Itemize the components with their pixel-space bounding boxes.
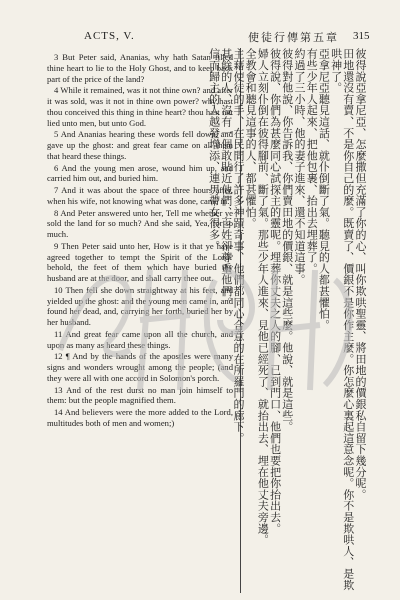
verse-7-chinese: 約過了三小時、他的妻子進來、還不知道這事。	[292, 48, 306, 286]
page-number: 315	[353, 30, 370, 42]
verse-14-chinese: 信而歸主的人越發增添、連男帶女很多。	[207, 48, 221, 252]
verse-11-chinese: 全教會和聽見這事的人、都甚懼怕。	[244, 48, 258, 229]
verse-10-chinese: 婦人立刻仆倒在彼得腳前、斷了氣。那些少年人進來、見他已經死了、就抬出去、埋在他丈夫旁邊。	[256, 48, 270, 546]
verse-8-chinese: 彼得對他說、你告訴我、你們賣田地的價銀、就是這些麼。他說、就是這些。	[280, 48, 294, 433]
chinese-column	[207, 48, 367, 596]
verse-3-chinese: 彼得說亞拿尼亞、怎麼撒但充滿了你的心、叫你欺哄聖靈、將田地的價銀私自留下幾分呢。	[354, 48, 367, 500]
verse-13-chinese: 其餘的人、沒有一個敢貼近他們、百姓卻尊重他們。	[219, 48, 233, 308]
verse-9-chinese: 彼得說、你們為甚麼同心試探主的靈呢。埋葬你丈夫之人的腳、已到門口、他們也要把你抬出去。	[268, 48, 282, 534]
verse-6-chinese: 有些少年人起來、把他包裹、抬出去埋葬了。	[305, 48, 319, 274]
verse-5-chinese: 亞拿尼亞聽見這話、就仆倒斷了氣。聽見的人都甚懼怕。	[317, 48, 331, 331]
running-header-chinese: 使徒行傳第五章	[248, 31, 339, 44]
verse-9-english: 9 Then Peter said unto her, How is it that ye have agreed together to tempt the Spirit of the Lord? behold, the feet of them which have buried thy husband are at the door, and shall carry thee out.	[47, 240, 233, 283]
verse-3-english: 3 But Peter said, Ananias, why hath Satan filled thine heart to lie to the Holy Ghost, and to keep back part of the price of the land?	[47, 52, 233, 84]
verse-13-english: 13 And of the rest durst no man join himself to them: but the people magnified them.	[47, 384, 233, 406]
verse-11-english: 11 And great fear came upon all the church, and upon as many as heard these things.	[47, 328, 233, 350]
english-column	[47, 52, 233, 592]
verse-10-english: 10 Then fell she down straightway at his feet, and yielded up the ghost: and the young men came in, and found her dead, and, carrying her forth, buried her by her husband.	[47, 284, 233, 327]
verse-8-english: 8 And Peter answered unto her, Tell me whether ye sold the land for so much? And she said, Yea, for so much.	[47, 207, 233, 239]
running-header-english: ACTS, V.	[84, 30, 135, 42]
verse-12-chinese: 主藉使徒的手、在民間行了許多神蹟奇事、他們都同心合意的在所羅門的廊下。	[231, 48, 245, 444]
verse-5-english: 5 And Ananias hearing these words fell down, and gave up the ghost: and great fear came on all them that heard these things.	[47, 129, 233, 161]
verse-14-english: 14 And believers were the more added to the Lord, multitudes both of men and women;)	[47, 407, 233, 428]
verse-4-english: 4 While it remained, was it not thine own? and after it was sold, was it not in thine own power? why hast thou conceived this thing in thine heart? thou hast not lied unto men, but unto God.	[47, 85, 233, 128]
verse-7-english: 7 And it was about the space of three hours after, when his wife, not knowing what was done, came in.	[47, 185, 233, 206]
verse-12-english: 12 ¶ And by the hands of the apostles were many signs and wonders wrought among the people; (and they were all with one accord in Solomon's porch.	[47, 351, 233, 383]
verse-6-english: 6 And the young men arose, wound him up, and carried him out, and buried him.	[47, 162, 233, 184]
verse-4-chinese: 田地還沒有賣、不是你自己的麼。既賣了、價銀不是你作主麼。你怎麼心裏起這意念呢。你不是欺哄人、是欺哄神了。	[329, 48, 355, 591]
